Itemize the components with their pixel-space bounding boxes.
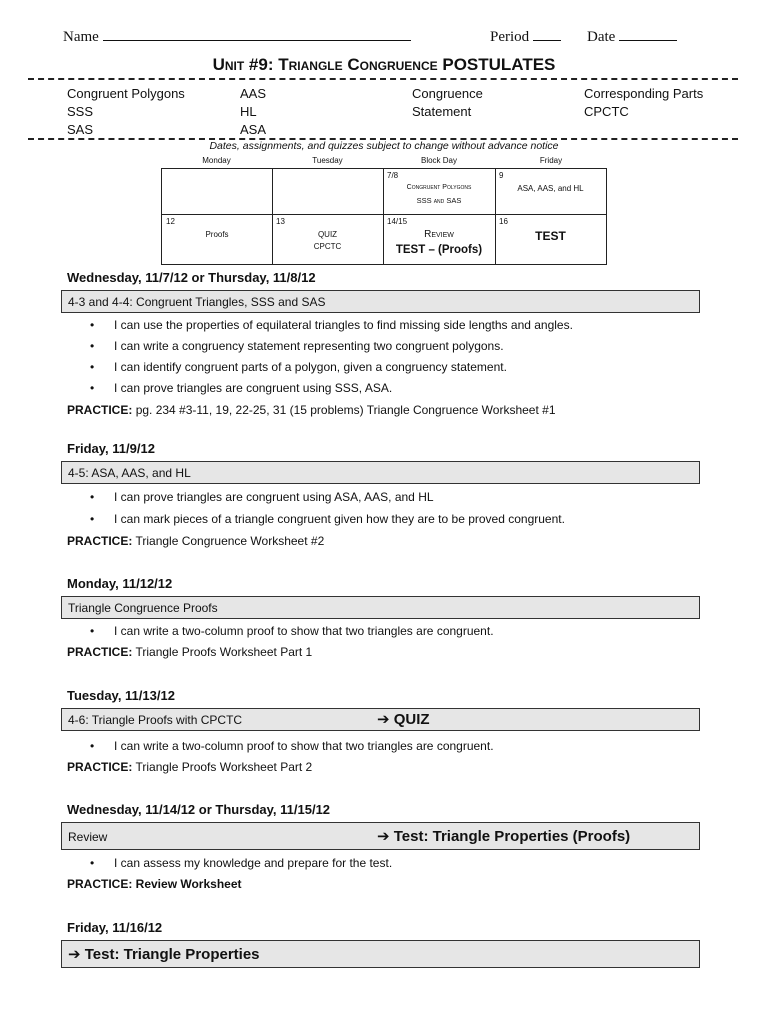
cal-block-review: Review	[424, 229, 454, 240]
practice-text: pg. 234 #3-11, 19, 22-25, 31 (15 problems) Triangle Congruence Worksheet #1	[135, 403, 556, 417]
practice-text: Triangle Congruence Worksheet #2	[135, 534, 325, 548]
section-topic-box	[61, 596, 700, 619]
list-item: • I can use the properties of equilateral triangles to find missing side lengths and angles.	[90, 318, 573, 332]
list-item: • I can write a two-column proof to show that two triangles are congruent.	[90, 624, 494, 638]
practice-text: Triangle Proofs Worksheet Part 1	[135, 645, 313, 659]
cal-block-topic-2: SSS and SAS	[416, 196, 462, 205]
name-field[interactable]	[63, 28, 411, 46]
bullet-text: I can use the properties of equilateral triangles to find missing side lengths and angles.	[114, 318, 573, 332]
cal-day-number: 9	[499, 171, 504, 180]
date-label: Date	[587, 29, 616, 45]
bullet-text: I can mark pieces of a triangle congruent given how they are to be proved congruent.	[114, 512, 565, 526]
test-callout: ➔ Test: Triangle Properties (Proofs)	[377, 828, 631, 845]
list-item: • I can prove triangles are congruent using SSS, ASA.	[90, 381, 393, 395]
period-field[interactable]	[490, 28, 561, 46]
section-date: Wednesday, 11/14/12 or Thursday, 11/15/12	[67, 802, 331, 817]
section-topic: Review	[68, 830, 108, 844]
section-topic: Triangle Congruence Proofs	[68, 601, 218, 615]
practice-line	[67, 760, 312, 774]
cal-tuesday-topic: CPCTC	[313, 242, 342, 251]
date-blank[interactable]	[619, 28, 677, 41]
name-label: Name	[63, 29, 99, 45]
cal-friday-test: TEST	[535, 229, 566, 243]
section-topic: 4-6: Triangle Proofs with CPCTC	[68, 713, 243, 727]
vocab-col-4	[584, 86, 703, 119]
period-label: Period	[490, 29, 530, 45]
section-topic: 4-3 and 4-4: Congruent Triangles, SSS and SAS	[68, 295, 326, 309]
list-item: • I can assess my knowledge and prepare for the test.	[90, 856, 393, 870]
vocab-col-1	[67, 86, 185, 137]
vocab-term: ASA	[240, 122, 267, 137]
section-date: Monday, 11/12/12	[67, 576, 173, 591]
section-topic: 4-5: ASA, AAS, and HL	[68, 466, 191, 480]
cal-monday-topic: Proofs	[205, 230, 229, 239]
period-blank[interactable]	[533, 28, 561, 41]
cal-block-topic: Congruent Polygons	[406, 184, 472, 191]
practice-label: PRACTICE:	[67, 534, 133, 548]
cal-day-number: 14/15	[387, 217, 408, 226]
section-topic-box	[61, 461, 700, 484]
title-postulates: POSTULATES	[442, 55, 556, 74]
title-unit: Unit #9:	[212, 55, 274, 74]
vocab-term: AAS	[240, 86, 267, 101]
title-topic: Triangle Congruence	[278, 55, 438, 74]
vocab-term: Congruent Polygons	[67, 86, 185, 101]
list-item: • I can write a two-column proof to show that two triangles are congruent.	[90, 739, 494, 753]
practice-line	[67, 645, 312, 659]
schedule-calendar	[161, 168, 607, 265]
bullet-text: I can assess my knowledge and prepare for the test.	[114, 856, 393, 870]
practice-label: PRACTICE: Review Worksheet	[67, 877, 242, 891]
practice-label: PRACTICE:	[67, 645, 133, 659]
section-topic-box	[61, 708, 700, 731]
vocab-term: HL	[240, 104, 257, 119]
cal-day-number: 7/8	[387, 171, 399, 180]
vocab-term: Corresponding Parts	[584, 86, 704, 101]
date-field[interactable]	[587, 28, 677, 46]
cal-block-test: TEST – (Proofs)	[395, 244, 483, 256]
cal-friday-topic: ASA, AAS, and HL	[517, 184, 584, 193]
section-date: Friday, 11/16/12	[67, 920, 163, 935]
vocab-col-3	[412, 86, 483, 119]
section-topic-box	[61, 822, 700, 850]
section-date: Tuesday, 11/13/12	[67, 688, 175, 703]
day-header-tuesday: Tuesday	[312, 156, 343, 165]
vocab-term: SAS	[67, 122, 94, 137]
list-item: • I can write a congruency statement representing two congruent polygons.	[90, 339, 504, 353]
cal-day-number: 12	[166, 217, 175, 226]
section-date: Wednesday, 11/7/12 or Thursday, 11/8/12	[67, 270, 316, 285]
bullet-text: I can write a congruency statement representing two congruent polygons.	[114, 339, 504, 353]
vocab-term: Statement	[412, 104, 472, 119]
day-header-block: Block Day	[420, 156, 457, 165]
practice-text: Triangle Proofs Worksheet Part 2	[135, 760, 313, 774]
cal-day-number: 16	[499, 217, 508, 226]
bullet-text: I can prove triangles are congruent using SSS, ASA.	[114, 381, 393, 395]
cal-line	[162, 214, 606, 215]
divider-top	[28, 78, 738, 80]
day-header-friday: Friday	[539, 156, 563, 165]
practice-line	[67, 534, 324, 548]
section-topic-box	[61, 940, 700, 968]
name-blank[interactable]	[103, 28, 411, 41]
vocab-col-2	[240, 86, 266, 137]
section-date: Friday, 11/9/12	[67, 441, 155, 456]
practice-label: PRACTICE:	[67, 403, 133, 417]
list-item: • I can identify congruent parts of a polygon, given a congruency statement.	[90, 360, 507, 374]
page-title	[0, 55, 768, 75]
final-test-callout: ➔ Test: Triangle Properties	[68, 946, 260, 963]
list-item: • I can prove triangles are congruent using ASA, AAS, and HL	[90, 490, 434, 504]
section-topic-box	[61, 290, 700, 313]
bullet-text: I can prove triangles are congruent using ASA, AAS, and HL	[114, 490, 434, 504]
practice-line	[67, 877, 242, 891]
vocab-term: Congruence	[412, 86, 483, 101]
vocab-term: CPCTC	[584, 104, 629, 119]
day-header-monday: Monday	[202, 156, 231, 165]
cal-tuesday-quiz: QUIZ	[317, 230, 338, 239]
bullet-text: I can identify congruent parts of a polygon, given a congruency statement.	[114, 360, 507, 374]
list-item: • I can mark pieces of a triangle congruent given how they are to be proved congruent.	[90, 512, 565, 526]
quiz-callout: ➔ QUIZ	[377, 711, 430, 728]
vocab-term: SSS	[67, 104, 94, 119]
cal-day-number: 13	[276, 217, 285, 226]
bullet-text: I can write a two-column proof to show that two triangles are congruent.	[114, 624, 494, 638]
practice-label: PRACTICE:	[67, 760, 133, 774]
practice-line	[67, 403, 556, 417]
schedule-note: Dates, assignments, and quizzes subject to change without advance notice	[209, 140, 559, 152]
bullet-text: I can write a two-column proof to show that two triangles are congruent.	[114, 739, 494, 753]
